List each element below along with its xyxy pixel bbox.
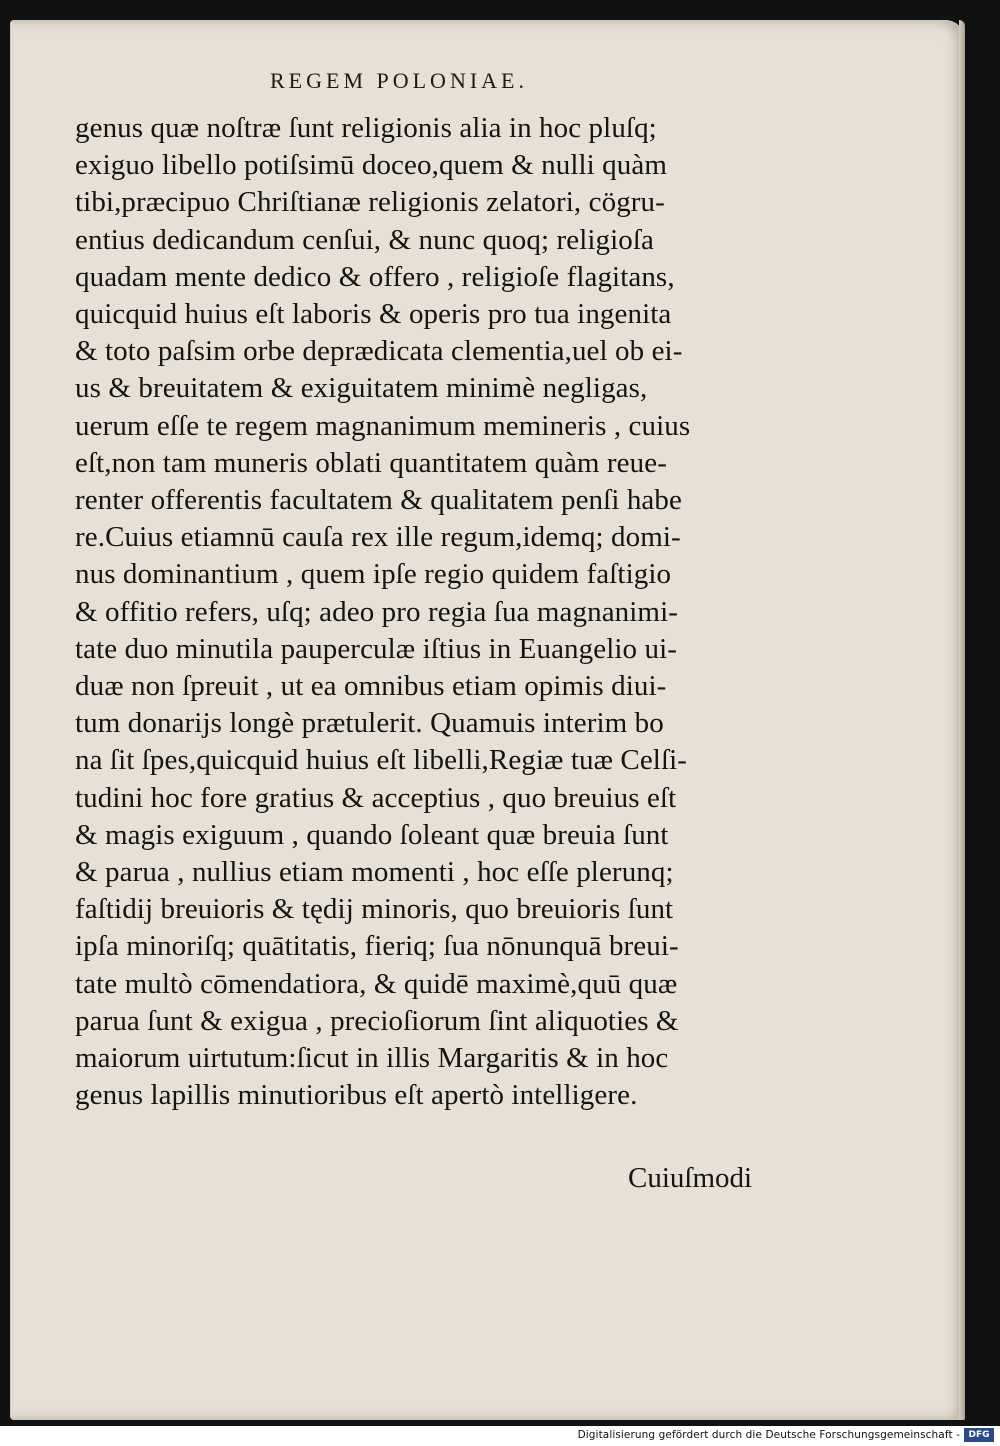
text-line: na ſit ſpes,quicquid huius eſt libelli,Regiæ tuæ Celſi-: [75, 744, 688, 777]
text-line: tibi,præcipuo Chriſtianæ religionis zelatori, cögru-: [75, 186, 665, 219]
text-line: quicquid huius eſt laboris & operis pro tua ingenita: [75, 298, 672, 331]
text-line: tate multò cōmendatiora, & quidē maximè,quū quæ: [75, 967, 678, 1000]
dfg-logo: DFG: [964, 1428, 994, 1442]
text-line: us & breuitatem & exiguitatem minimè negligas,: [75, 372, 648, 405]
text-line: uerum eſſe te regem magnanimum memineris , cuius: [75, 409, 691, 442]
funding-note: Digitalisierung gefördert durch die Deutsche Forschungsgemeinschaft -: [577, 1429, 960, 1441]
page-edge: [959, 20, 965, 1420]
text-line: & toto paſsim orbe deprædicata clementia,uel ob ei-: [75, 335, 683, 368]
text-line: & magis exiguum , quando ſoleant quæ breuia ſunt: [75, 818, 669, 851]
text-line: tum donarijs longè prætulerit. Quamuis interim bo: [75, 707, 664, 740]
running-head: REGEM POLONIAE.: [270, 68, 528, 93]
footer-bar: [0, 1426, 1000, 1446]
text-line: maiorum uirtutum:ſicut in illis Margaritis & in hoc: [75, 1042, 669, 1075]
text-line: & parua , nullius etiam momenti , hoc eſſe plerunq;: [75, 856, 674, 889]
text-line: re.Cuius etiamnū cauſa rex ille regum,idemq; domi-: [75, 521, 681, 554]
text-line: genus lapillis minutioribus eſt apertò intelligere.: [75, 1079, 638, 1112]
text-line: tudini hoc fore gratius & acceptius , quo breuius eſt: [75, 781, 677, 814]
text-line: parua ſunt & exigua , precioſiorum ſint aliquoties &: [75, 1004, 679, 1037]
catchword: Cuiuſmodi: [628, 1162, 753, 1194]
text-line: tate duo minutila pauperculæ iſtius in Euangelio ui-: [75, 632, 677, 665]
text-line: quadam mente dedico & offero , religioſe flagitans,: [75, 260, 675, 293]
text-line: genus quæ noſtræ ſunt religionis alia in hoc pluſq;: [75, 112, 657, 144]
text-block: [75, 110, 795, 1114]
text-line: nus dominantium , quem ipſe regio quidem faſtigio: [75, 558, 672, 591]
text-line: exiguo libello potiſsimū doceo,quem & nulli quàm: [75, 149, 667, 182]
text-line: duæ non ſpreuit , ut ea omnibus etiam opimis diui-: [75, 670, 667, 703]
text-line: & offitio refers, uſq; adeo pro regia ſua magnanimi-: [75, 595, 678, 628]
text-line: renter offerentis facultatem & qualitatem penſi habe: [75, 484, 682, 517]
text-line: ipſa minoriſq; quātitatis, fieriq; ſua nōnunquā breui-: [75, 930, 679, 963]
text-line: eſt,non tam muneris oblati quantitatem quàm reue-: [75, 446, 667, 479]
text-line: entius dedicandum cenſui, & nunc quoq; religioſa: [75, 223, 655, 256]
text-line: faſtidij breuioris & tędij minoris, quo breuioris ſunt: [75, 893, 674, 926]
